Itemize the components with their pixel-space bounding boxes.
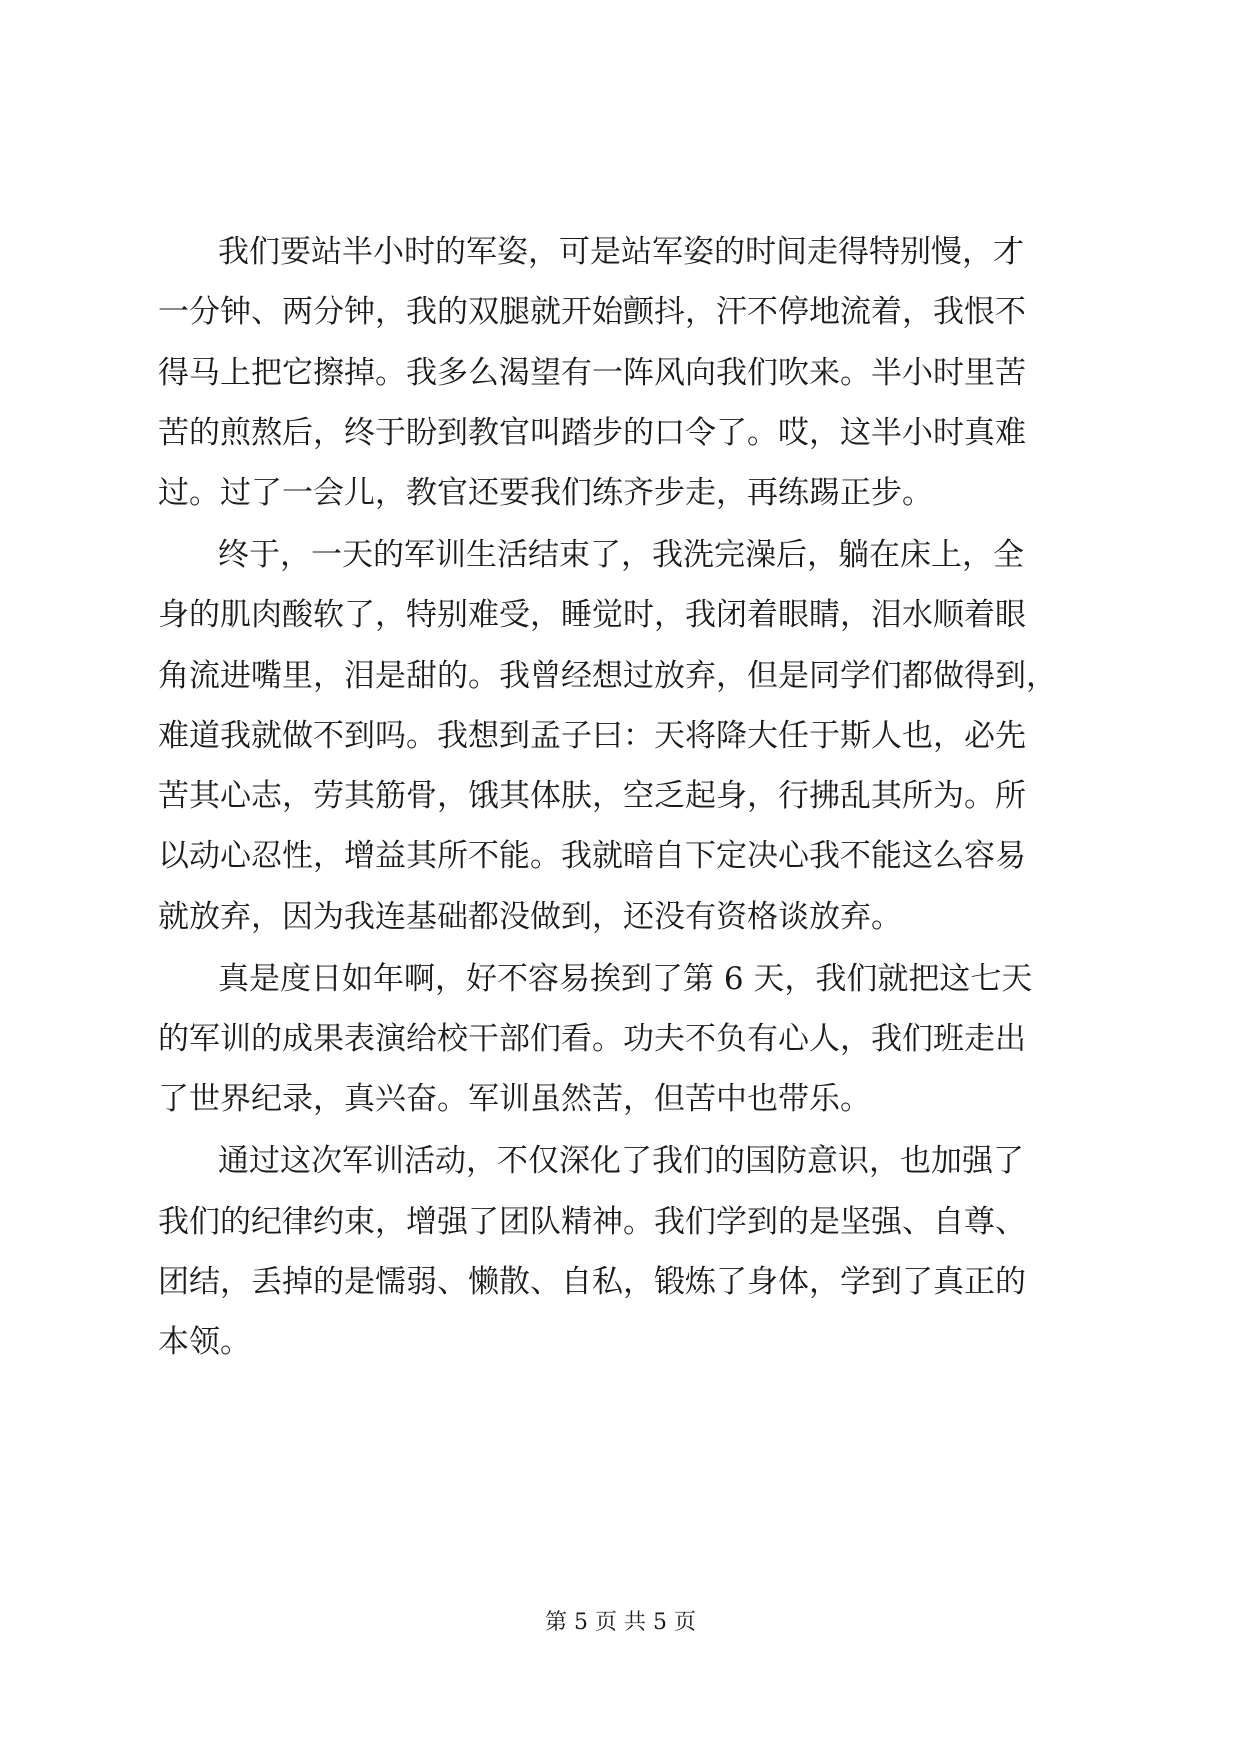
- text-line: 终于，一天的军训生活结束了，我洗完澡后，躺在床上，全: [218, 537, 1024, 573]
- text-line: 我们的纪律约束，增强了团队精神。我们学到的是坚强、自尊、: [158, 1204, 1026, 1240]
- text-line: 一分钟、两分钟，我的双腿就开始颤抖，汗不停地流着，我恨不: [158, 294, 1026, 330]
- text-line: 角流进嘴里，泪是甜的。我曾经想过放弃，但是同学们都做得到，: [158, 658, 1057, 694]
- text-line: 我们要站半小时的军姿，可是站军姿的时间走得特别慢，才: [218, 234, 1024, 270]
- text-line: 以动心忍性，增益其所不能。我就暗自下定决心我不能这么容易: [158, 838, 1026, 874]
- text-line: 通过这次军训活动，不仅深化了我们的国防意识，也加强了: [218, 1143, 1024, 1179]
- text-line: 真是度日如年啊，好不容易挨到了第 6 天，我们就把这七天: [218, 961, 1033, 997]
- text-line: 本领。: [158, 1324, 251, 1360]
- text-line: 身的肌肉酸软了，特别难受，睡觉时，我闭着眼睛，泪水顺着眼: [158, 597, 1026, 633]
- text-line: 了世界纪录，真兴奋。军训虽然苦，但苦中也带乐。: [158, 1081, 871, 1117]
- text-line: 得马上把它擦掉。我多么渴望有一阵风向我们吹来。半小时里苦: [158, 355, 1026, 391]
- text-line: 苦其心志，劳其筋骨，饿其体肤，空乏起身，行拂乱其所为。所: [158, 778, 1026, 814]
- text-line: 难道我就做不到吗。我想到孟子曰：天将降大任于斯人也，必先: [158, 718, 1026, 754]
- text-line: 团结，丢掉的是懦弱、懒散、自私，锻炼了身体，学到了真正的: [158, 1264, 1026, 1300]
- text-line: 的军训的成果表演给校干部们看。功夫不负有心人，我们班走出: [158, 1021, 1026, 1057]
- text-line: 过。过了一会儿，教官还要我们练齐步走，再练踢正步。: [158, 475, 933, 511]
- page-number-footer: 第 5 页 共 5 页: [545, 1610, 696, 1635]
- text-line: 就放弃，因为我连基础都没做到，还没有资格谈放弃。: [158, 899, 902, 935]
- text-line: 苦的煎熬后，终于盼到教官叫踏步的口令了。哎，这半小时真难: [158, 415, 1026, 451]
